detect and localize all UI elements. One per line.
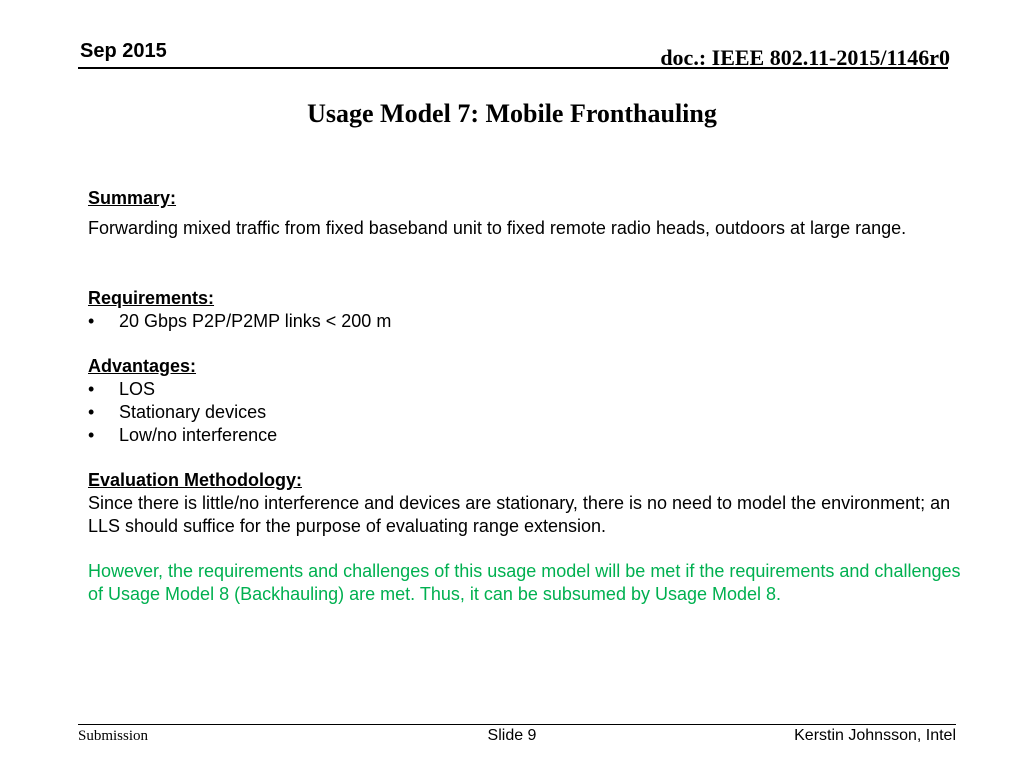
requirements-section [88, 287, 968, 333]
footer-submission: Submission [78, 728, 149, 744]
advantages-heading: Advantages: [88, 356, 197, 376]
footer-divider [78, 724, 956, 725]
summary-text: Forwarding mixed traffic from fixed baseband unit to fixed remote radio heads, outdoors at large range. [88, 218, 907, 238]
evaluation-heading: Evaluation Methodology: [88, 470, 302, 490]
footer-slide-number: Slide 9 [487, 727, 537, 744]
requirements-heading: Requirements: [88, 288, 215, 308]
evaluation-note: However, the requirements and challenges of this usage model will be met if the requirements and challenges of Usage Model 8 (Backhauling) are met. Thus, it can be subsumed by Usage Model 8. [88, 561, 961, 604]
slide-body [88, 187, 968, 606]
evaluation-section [88, 469, 968, 606]
list-item: • LOS [88, 378, 968, 401]
list-item: • Low/no interference [88, 424, 968, 447]
list-item: • Stationary devices [88, 401, 968, 424]
header-date: Sep 2015 [80, 40, 167, 62]
evaluation-text: Since there is little/no interference and devices are stationary, there is no need to model the environment; an LLS should suffice for the purpose of evaluating range extension. [88, 493, 951, 536]
header-doc-id: doc.: IEEE 802.11-2015/1146r0 [660, 45, 950, 70]
advantages-list [88, 378, 968, 447]
list-item: • 20 Gbps P2P/P2MP links < 200 m [88, 310, 968, 333]
footer-author: Kerstin Johnsson, Intel [794, 727, 956, 744]
header-divider [78, 67, 948, 69]
requirements-list [88, 310, 968, 333]
summary-section [88, 187, 968, 241]
slide-title: Usage Model 7: Mobile Fronthauling [307, 99, 717, 128]
summary-heading: Summary: [88, 188, 177, 208]
advantages-section [88, 355, 968, 447]
